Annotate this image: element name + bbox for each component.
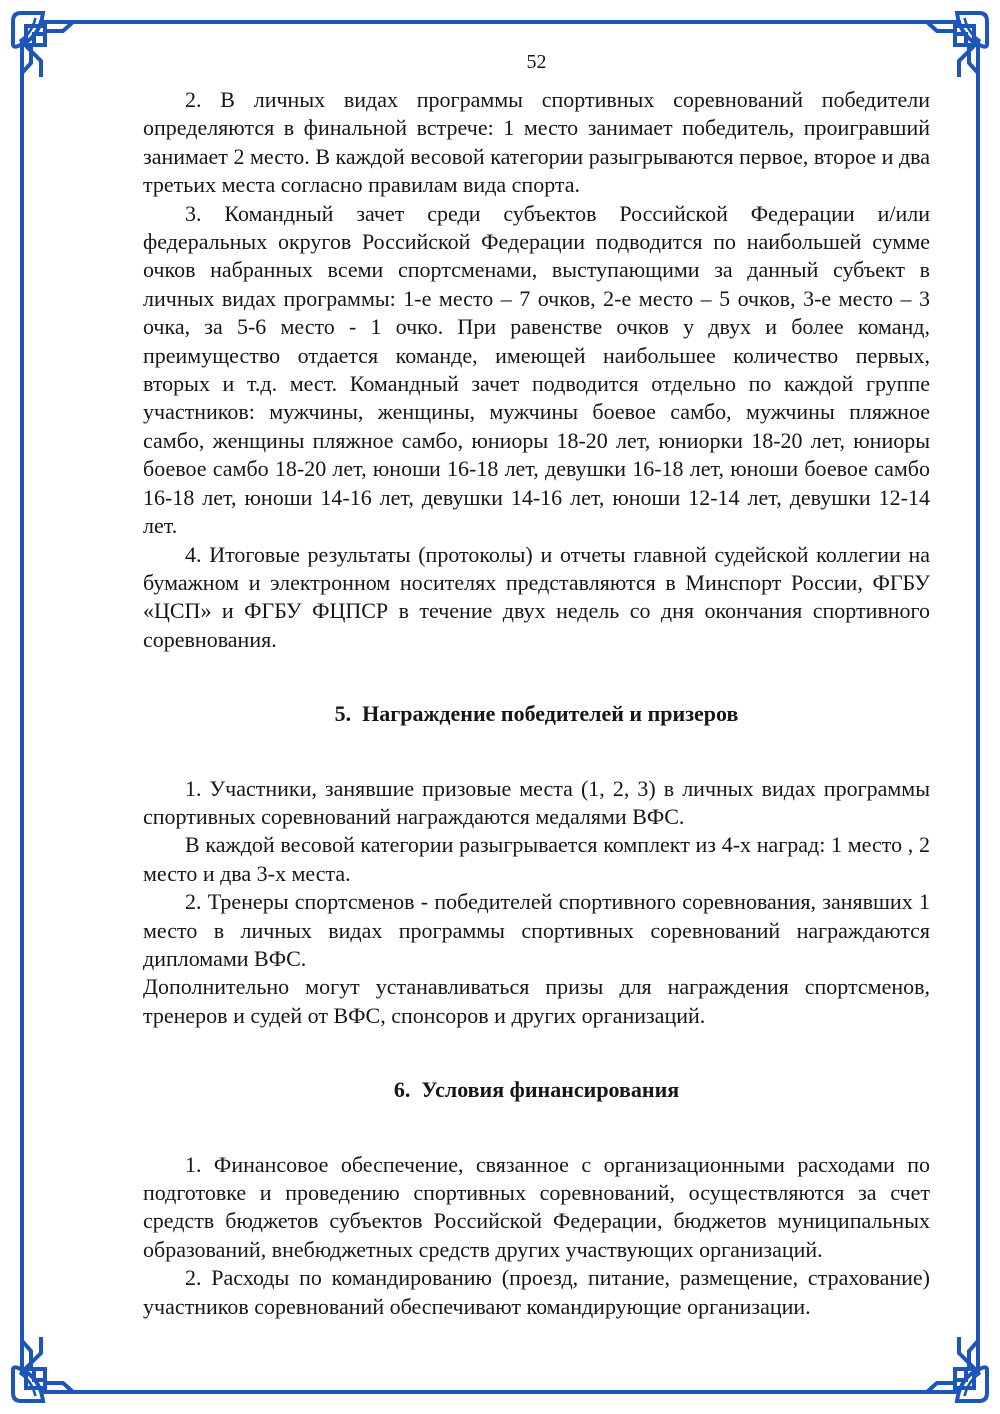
paragraph: 2. В личных видах программы спортивных соревнований победители определяются в финальной встрече: 1 место занимает победитель, проигравший занимает 2 место. В каждой весовой категории разыгрываются первое, второе и два третьих места согласно правилам вида спорта. <box>143 87 930 198</box>
corner-ornament-bottom-left <box>13 1318 96 1401</box>
paragraph: 2. Тренеры спортсменов - победителей спортивного соревнования, занявших 1 место в личных видах программы спортивных соревнований награждаются дипломами ВФС. <box>143 889 930 971</box>
paragraph: В каждой весовой категории разыгрывается комплект из 4-х наград: 1 место , 2 место и два 3-х места. <box>143 832 930 886</box>
paragraph: 3. Командный зачет среди субъектов Российской Федерации и/или федеральных округов Российской Федерации подводится по наибольшей сумме очков набранных всеми спортсменами, выступающими за данный субъект в личных видах программы: 1-е место – 7 очков, 2-е место – 5 очков, 3-е место – 3 очка, за 5-6 место - 1 очко. При равенстве очков у двух и более команд, преимущество отдается команде, имеющей наибольшее количество первых, вторых и т.д. мест. Командный зачет подводится отдельно по каждой группе участников: мужчины, женщины, мужчины боевое самбо, мужчины пляжное самбо, женщины пляжное самбо, юниоры 18-20 лет, юниорки 18-20 лет, юниоры боевое самбо 18-20 лет, юноши 16-18 лет, девушки 16-18 лет, юноши боевое самбо 16-18 лет, юноши 14-16 лет, девушки 14-16 лет, юноши 12-14 лет, девушки 12-14 лет. <box>143 200 930 539</box>
corner-ornament-top-left <box>13 13 96 96</box>
paragraph: 1. Финансовое обеспечение, связанное с организационными расходами по подготовке и проведению спортивных соревнований, осуществляются за счет средств бюджетов субъектов Российской Федерации, бюджетов муниципальных образований, внебюджетных средств других участвующих организаций. <box>143 1151 930 1262</box>
section-heading: 5. Награждение победителей и призеров <box>334 701 739 727</box>
paragraph: 2. Расходы по командированию (проезд, питание, размещение, страхование) участников соревнований обеспечивают командирующие организации. <box>143 1265 930 1319</box>
paragraph: 4. Итоговые результаты (протоколы) и отчеты главной судейской коллегии на бумажном и электронном носителях представляются в Минспорт России, ФГБУ «ЦСП» и ФГБУ ФЦПСР в течение двух недель со дня окончания спортивного соревнования. <box>143 541 930 652</box>
page-number: 52 <box>526 51 547 73</box>
section-heading: 6. Условия финансирования <box>393 1077 680 1103</box>
paragraph: Дополнительно могут устанавливаться призы для награждения спортсменов, тренеров и судей от ВФС, спонсоров и других организаций. <box>143 974 930 1028</box>
paragraph: 1. Участники, занявшие призовые места (1, 2, 3) в личных видах программы спортивных соревнований награждаются медалями ВФС. <box>143 775 930 829</box>
corner-ornament-bottom-right <box>904 1318 987 1401</box>
document-body <box>143 86 930 1321</box>
